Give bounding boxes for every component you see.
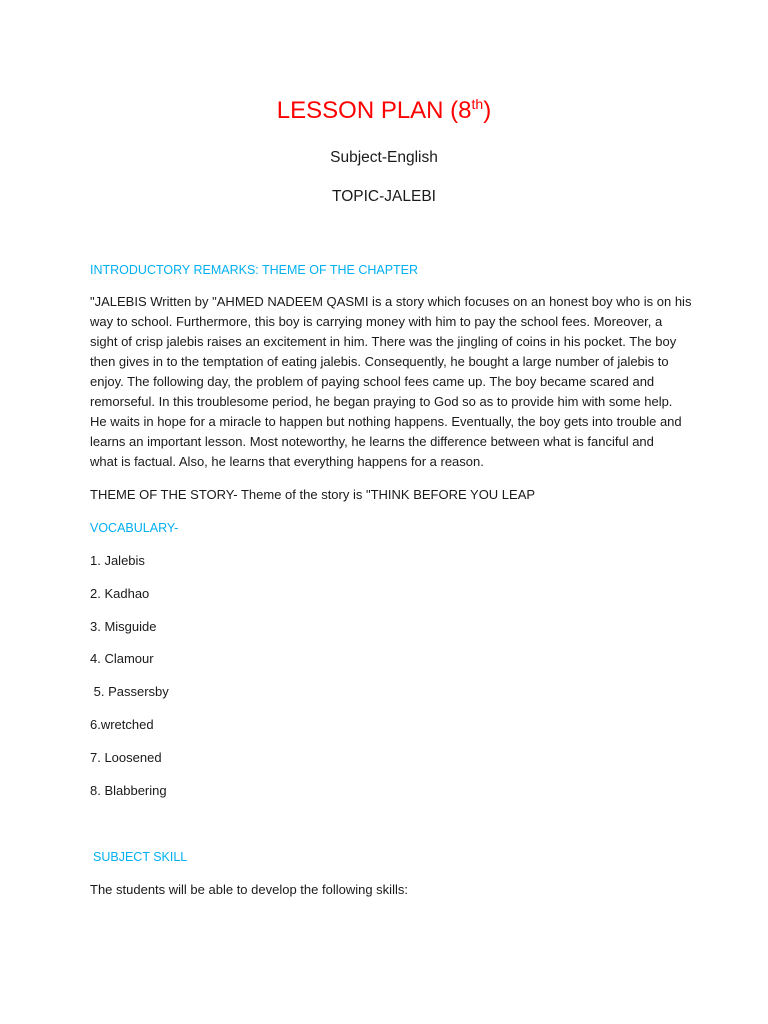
- subject-line: Subject-English: [330, 149, 438, 166]
- vocab-item: 8. Blabbering: [90, 783, 167, 798]
- intro-line: way to school. Furthermore, this boy is carrying money with him to pay the school fees. Moreover, a: [90, 314, 663, 329]
- title-text: LESSON PLAN (8: [276, 97, 472, 124]
- vocab-item: 6.wretched: [90, 717, 154, 732]
- intro-line: sight of crisp jalebis raises an excitement in him. There was the jingling of coins in his pocket. The boy: [90, 334, 677, 349]
- intro-line: what is factual. Also, he learns that everything happens for a reason.: [90, 454, 484, 469]
- vocab-item: 2. Kadhao: [90, 586, 150, 601]
- vocab-item: 5. Passersby: [90, 684, 169, 699]
- theme-line: THEME OF THE STORY- Theme of the story is "THINK BEFORE YOU LEAP: [90, 487, 536, 502]
- vocab-item: 7. Loosened: [90, 750, 162, 765]
- vocab-item: 4. Clamour: [90, 651, 154, 666]
- vocab-item: 1. Jalebis: [90, 553, 145, 568]
- intro-line: remorseful. In this troublesome period, he began praying to God so as to provide him with some help.: [90, 394, 673, 409]
- skills-intro-line: The students will be able to develop the following skills:: [90, 882, 408, 897]
- intro-line: "JALEBIS Written by "AHMED NADEEM QASMI is a story which focuses on an honest boy who is on his: [90, 294, 692, 309]
- title-superscript: th: [471, 96, 484, 112]
- vocab-item: 3. Misguide: [90, 619, 157, 634]
- intro-line: He waits in hope for a miracle to happen but nothing happens. Eventually, the boy gets into trouble and: [90, 414, 682, 429]
- intro-line: then gives in to the temptation of eating jalebis. Consequently, he bought a large number of jalebis to: [90, 354, 669, 369]
- title-close-paren: ): [483, 97, 492, 124]
- intro-line: learns an important lesson. Most noteworthy, he learns the difference between what is fanciful and: [90, 434, 654, 449]
- intro-paragraph: [90, 292, 692, 472]
- subject-skill-heading: SUBJECT SKILL: [93, 850, 188, 864]
- vocabulary-heading: VOCABULARY-: [90, 521, 179, 535]
- intro-heading: INTRODUCTORY REMARKS: THEME OF THE CHAPTER: [90, 263, 419, 277]
- topic-line: TOPIC-JALEBI: [332, 188, 436, 205]
- page-title: [0, 95, 768, 127]
- intro-line: enjoy. The following day, the problem of paying school fees came up. The boy became scared and: [90, 374, 655, 389]
